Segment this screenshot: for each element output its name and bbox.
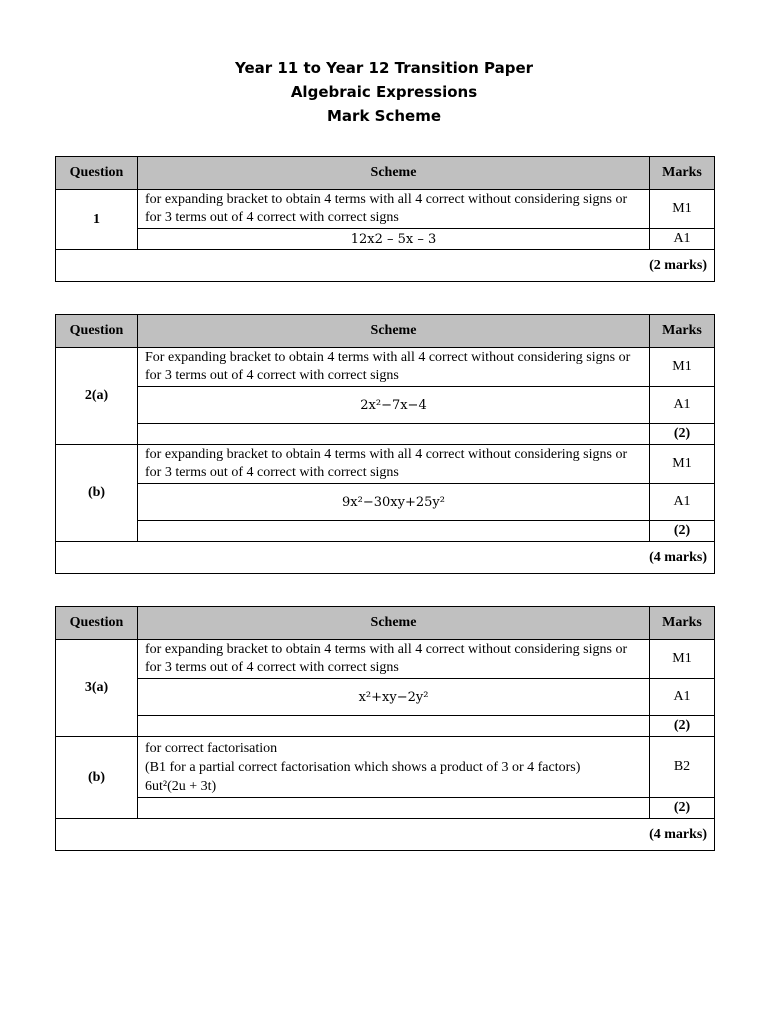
table-row	[56, 229, 715, 250]
table-row	[56, 640, 715, 679]
total-row	[56, 542, 715, 574]
table-row	[56, 521, 715, 542]
total-marks: (2 marks)	[56, 250, 715, 282]
table-row	[56, 679, 715, 716]
question-number: 1	[56, 190, 138, 250]
question-number: 3(a)	[56, 640, 138, 737]
table-header-row	[56, 315, 715, 348]
subtotal-mark: (2)	[650, 521, 715, 542]
table-row	[56, 484, 715, 521]
marks-header: Marks	[650, 315, 715, 348]
scheme-text-content: For expanding bracket to obtain 4 terms with all 4 correct without considering signs or for 3 terms out of 4 correct with correct signs	[145, 350, 631, 383]
scheme-header: Scheme	[138, 315, 650, 348]
mark-cell: A1	[650, 679, 715, 716]
total-marks: (4 marks)	[56, 819, 715, 851]
scheme-text	[138, 737, 650, 798]
subtotal-mark: (2)	[650, 424, 715, 445]
scheme-text-content: for expanding bracket to obtain 4 terms with all 4 correct without considering signs or for 3 terms out of 4 correct with correct signs	[145, 447, 628, 480]
question-header: Question	[56, 315, 138, 348]
empty-cell	[138, 716, 650, 737]
mark-cell: M1	[650, 640, 715, 679]
scheme-text	[138, 640, 650, 679]
paper-title: Year 11 to Year 12 Transition Paper	[234, 59, 534, 77]
question-number: 2(a)	[56, 348, 138, 445]
table-row	[56, 348, 715, 387]
mark-cell: M1	[650, 445, 715, 484]
scheme-text-content: for expanding bracket to obtain 4 terms with all 4 correct without considering signs or for 3 terms out of 4 correct with correct signs	[145, 642, 628, 675]
marks-header: Marks	[650, 607, 715, 640]
mark-cell: A1	[650, 484, 715, 521]
scheme-text	[138, 190, 650, 229]
document-header	[0, 56, 768, 128]
question-3-table	[55, 606, 715, 851]
marks-header: Marks	[650, 157, 715, 190]
scheme-text	[138, 445, 650, 484]
question-header: Question	[56, 607, 138, 640]
table-row	[56, 387, 715, 424]
empty-cell	[138, 424, 650, 445]
table-row	[56, 424, 715, 445]
empty-cell	[138, 798, 650, 819]
table-row	[56, 798, 715, 819]
mark-cell: A1	[650, 229, 715, 250]
scheme-line: for correct factorisation	[145, 740, 278, 756]
topic-title: Algebraic Expressions	[290, 83, 478, 101]
table-row	[56, 190, 715, 229]
subtotal-mark: (2)	[650, 716, 715, 737]
scheme-line: (B1 for a partial correct factorisation which shows a product of 3 or 4 factors)	[145, 759, 581, 775]
scheme-text-content: for expanding bracket to obtain 4 terms with all 4 correct without considering signs or for 3 terms out of 4 correct with correct signs	[145, 192, 628, 225]
answer-expression: 9x²−30xy+25y²	[138, 484, 650, 521]
answer-expression: 12x2 – 5x – 3	[138, 229, 650, 250]
table-row	[56, 716, 715, 737]
scheme-header: Scheme	[138, 607, 650, 640]
answer-expression: x²+xy−2y²	[138, 679, 650, 716]
question-2-table	[55, 314, 715, 574]
table-header-row	[56, 157, 715, 190]
mark-scheme-title: Mark Scheme	[327, 107, 441, 125]
mark-cell: M1	[650, 348, 715, 387]
table-row	[56, 737, 715, 798]
total-row	[56, 250, 715, 282]
table-header-row	[56, 607, 715, 640]
total-row	[56, 819, 715, 851]
mark-cell: M1	[650, 190, 715, 229]
question-part-label: (b)	[56, 445, 138, 542]
factorised-answer: 6ut²(2u + 3t)	[145, 778, 217, 794]
question-part-label: (b)	[56, 737, 138, 819]
scheme-header: Scheme	[138, 157, 650, 190]
subtotal-mark: (2)	[650, 798, 715, 819]
total-marks: (4 marks)	[56, 542, 715, 574]
table-row	[56, 445, 715, 484]
question-1-table	[55, 156, 715, 282]
empty-cell	[138, 521, 650, 542]
mark-cell: B2	[650, 737, 715, 798]
mark-cell: A1	[650, 387, 715, 424]
question-header: Question	[56, 157, 138, 190]
answer-expression: 2x²−7x−4	[138, 387, 650, 424]
scheme-text	[138, 348, 650, 387]
